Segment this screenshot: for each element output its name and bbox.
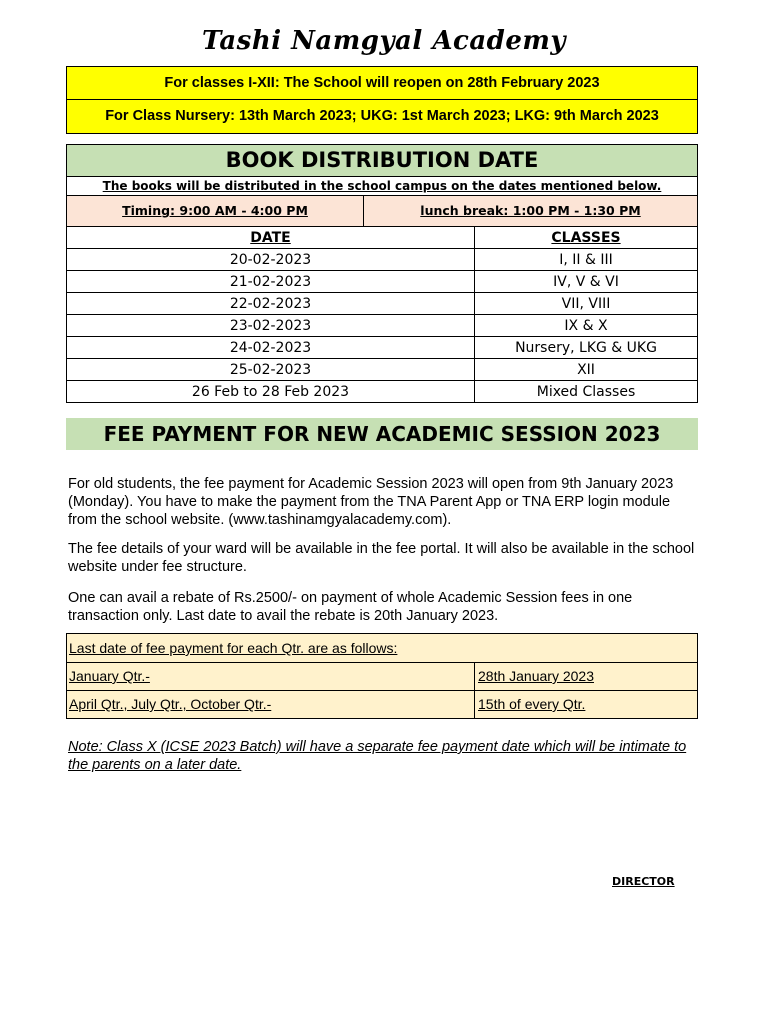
distribution-schedule xyxy=(67,227,697,402)
table-row xyxy=(67,249,697,271)
classes-cell: IX & X xyxy=(475,315,698,337)
director-signature: DIRECTOR xyxy=(612,875,675,888)
page-title: Tashi Namgyal Academy xyxy=(201,26,567,56)
classes-cell: I, II & III xyxy=(475,249,698,271)
classes-cell: IV, V & VI xyxy=(475,271,698,293)
fee-payment-heading: FEE PAYMENT FOR NEW ACADEMIC SESSION 2023 xyxy=(66,418,698,450)
classes-cell: Nursery, LKG & UKG xyxy=(475,337,698,359)
timing-text: Timing: 9:00 AM - 4:00 PM xyxy=(67,196,364,226)
date-cell: 23-02-2023 xyxy=(67,315,475,337)
table-row xyxy=(67,381,697,403)
due-date-cell: 28th January 2023 xyxy=(478,668,594,684)
book-distribution-table xyxy=(66,144,698,403)
classes-cell: XII xyxy=(475,359,698,381)
fee-paragraph-details: The fee details of your ward will be available in the fee portal. It will also be available in the school website under fee structure. xyxy=(68,541,695,575)
table-row xyxy=(67,315,697,337)
quarter-cell: April Qtr., July Qtr., October Qtr.- xyxy=(67,691,475,718)
column-header-classes: CLASSES xyxy=(551,229,621,246)
reopen-notice-classes: For classes I-XII: The School will reopen on 28th February 2023 xyxy=(66,66,698,100)
fee-paragraph-old-students: For old students, the fee payment for Academic Session 2023 will open from 9th January 2023 (Monday). You have to make the payment from the TNA Parent App or TNA ERP login module from the school website. (www.tashinamgyalacademy.com). xyxy=(68,476,674,528)
date-cell: 26 Feb to 28 Feb 2023 xyxy=(67,381,475,403)
table-row xyxy=(67,690,697,718)
icse-batch-note: Note: Class X (ICSE 2023 Batch) will have a separate fee payment date which will be intimate to the parents on a later date. xyxy=(68,739,687,773)
book-distribution-subheading: The books will be distributed in the school campus on the dates mentioned below. xyxy=(67,177,697,196)
table-row xyxy=(67,293,697,315)
classes-cell: VII, VIII xyxy=(475,293,698,315)
due-date-cell: 15th of every Qtr. xyxy=(478,696,586,712)
classes-cell: Mixed Classes xyxy=(475,381,698,403)
date-cell: 24-02-2023 xyxy=(67,337,475,359)
quarter-fee-table xyxy=(66,633,698,719)
date-cell: 20-02-2023 xyxy=(67,249,475,271)
table-row xyxy=(67,662,697,690)
table-row xyxy=(67,337,697,359)
date-cell: 21-02-2023 xyxy=(67,271,475,293)
column-header-date: DATE xyxy=(67,227,475,249)
quarter-cell: January Qtr.- xyxy=(67,663,475,690)
timing-row xyxy=(67,196,697,227)
quarter-table-title: Last date of fee payment for each Qtr. are as follows: xyxy=(69,640,398,656)
table-row xyxy=(67,359,697,381)
table-header-row xyxy=(67,227,697,249)
reopen-notice-nursery: For Class Nursery: 13th March 2023; UKG: 1st March 2023; LKG: 9th March 2023 xyxy=(66,100,698,134)
table-row xyxy=(67,271,697,293)
book-distribution-heading: BOOK DISTRIBUTION DATE xyxy=(67,145,697,177)
quarter-table-title-row xyxy=(67,634,697,662)
date-cell: 22-02-2023 xyxy=(67,293,475,315)
date-cell: 25-02-2023 xyxy=(67,359,475,381)
fee-paragraph-rebate: One can avail a rebate of Rs.2500/- on payment of whole Academic Session fees in one transaction only. Last date to avail the rebate is 20th January 2023. xyxy=(68,590,633,624)
lunch-break-text: lunch break: 1:00 PM - 1:30 PM xyxy=(420,203,641,218)
